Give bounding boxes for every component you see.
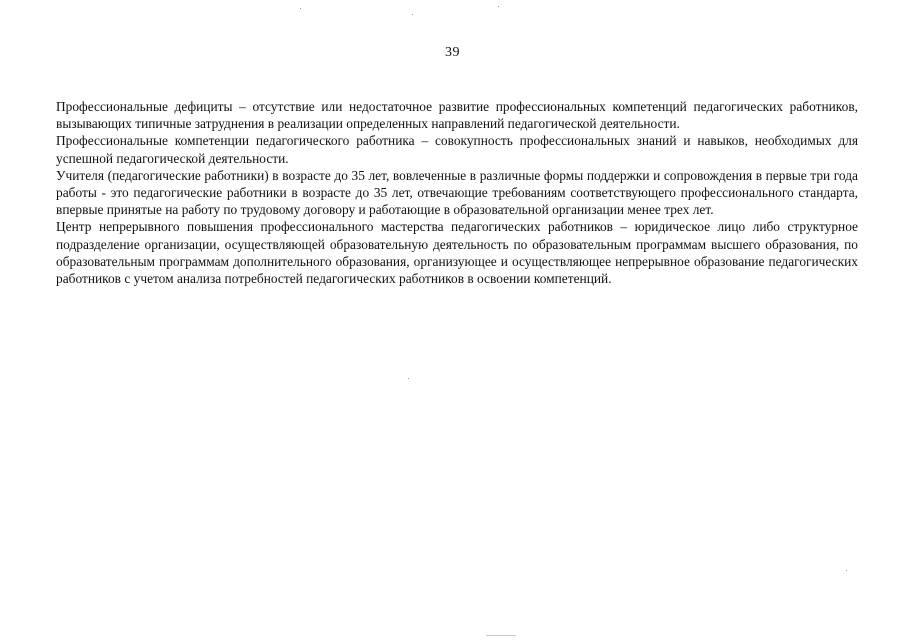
scan-speck [300,8,301,9]
scan-speck [498,6,499,7]
page-number: 39 [445,45,460,60]
scan-speck [486,635,516,636]
definition-professional-competencies: Профессиональные компетенции педагогического работника – совокупность профессиональных знаний и навыков, необходимых для успешной педагогической деятельности. [56,133,858,166]
definition-professional-deficits: Профессиональные дефициты – отсутствие или недостаточное развитие профессиональных компетенций педагогических работников, вызывающих типичные затруднения в реализации определенных направлений педагогической деятельности. [56,99,858,132]
scan-speck [408,378,409,379]
definition-continuous-development-center: Центр непрерывного повышения профессионального мастерства педагогических работников – юридическое лицо либо структурное подразделение организации, осуществляющей образовательную деятельность по образовательным программам высшего образования, по образовательным программам дополнительного образования, организующее и осуществляющее непрерывное образование педагогических работников с учетом анализа потребностей педагогических работников в освоении компетенций. [56,219,858,287]
document-body [56,98,858,287]
definition-young-teachers: Учителя (педагогические работники) в возрасте до 35 лет, вовлеченные в различные формы поддержки и сопровождения в первые три года работы - это педагогические работники в возрасте до 35 лет, отвечающие требованиям соответствующего профессионального стандарта, впервые принятые на работу по трудовому договору и работающие в образовательной организации менее трех лет. [56,167,858,218]
scan-speck [846,570,847,571]
scan-speck [412,14,413,15]
